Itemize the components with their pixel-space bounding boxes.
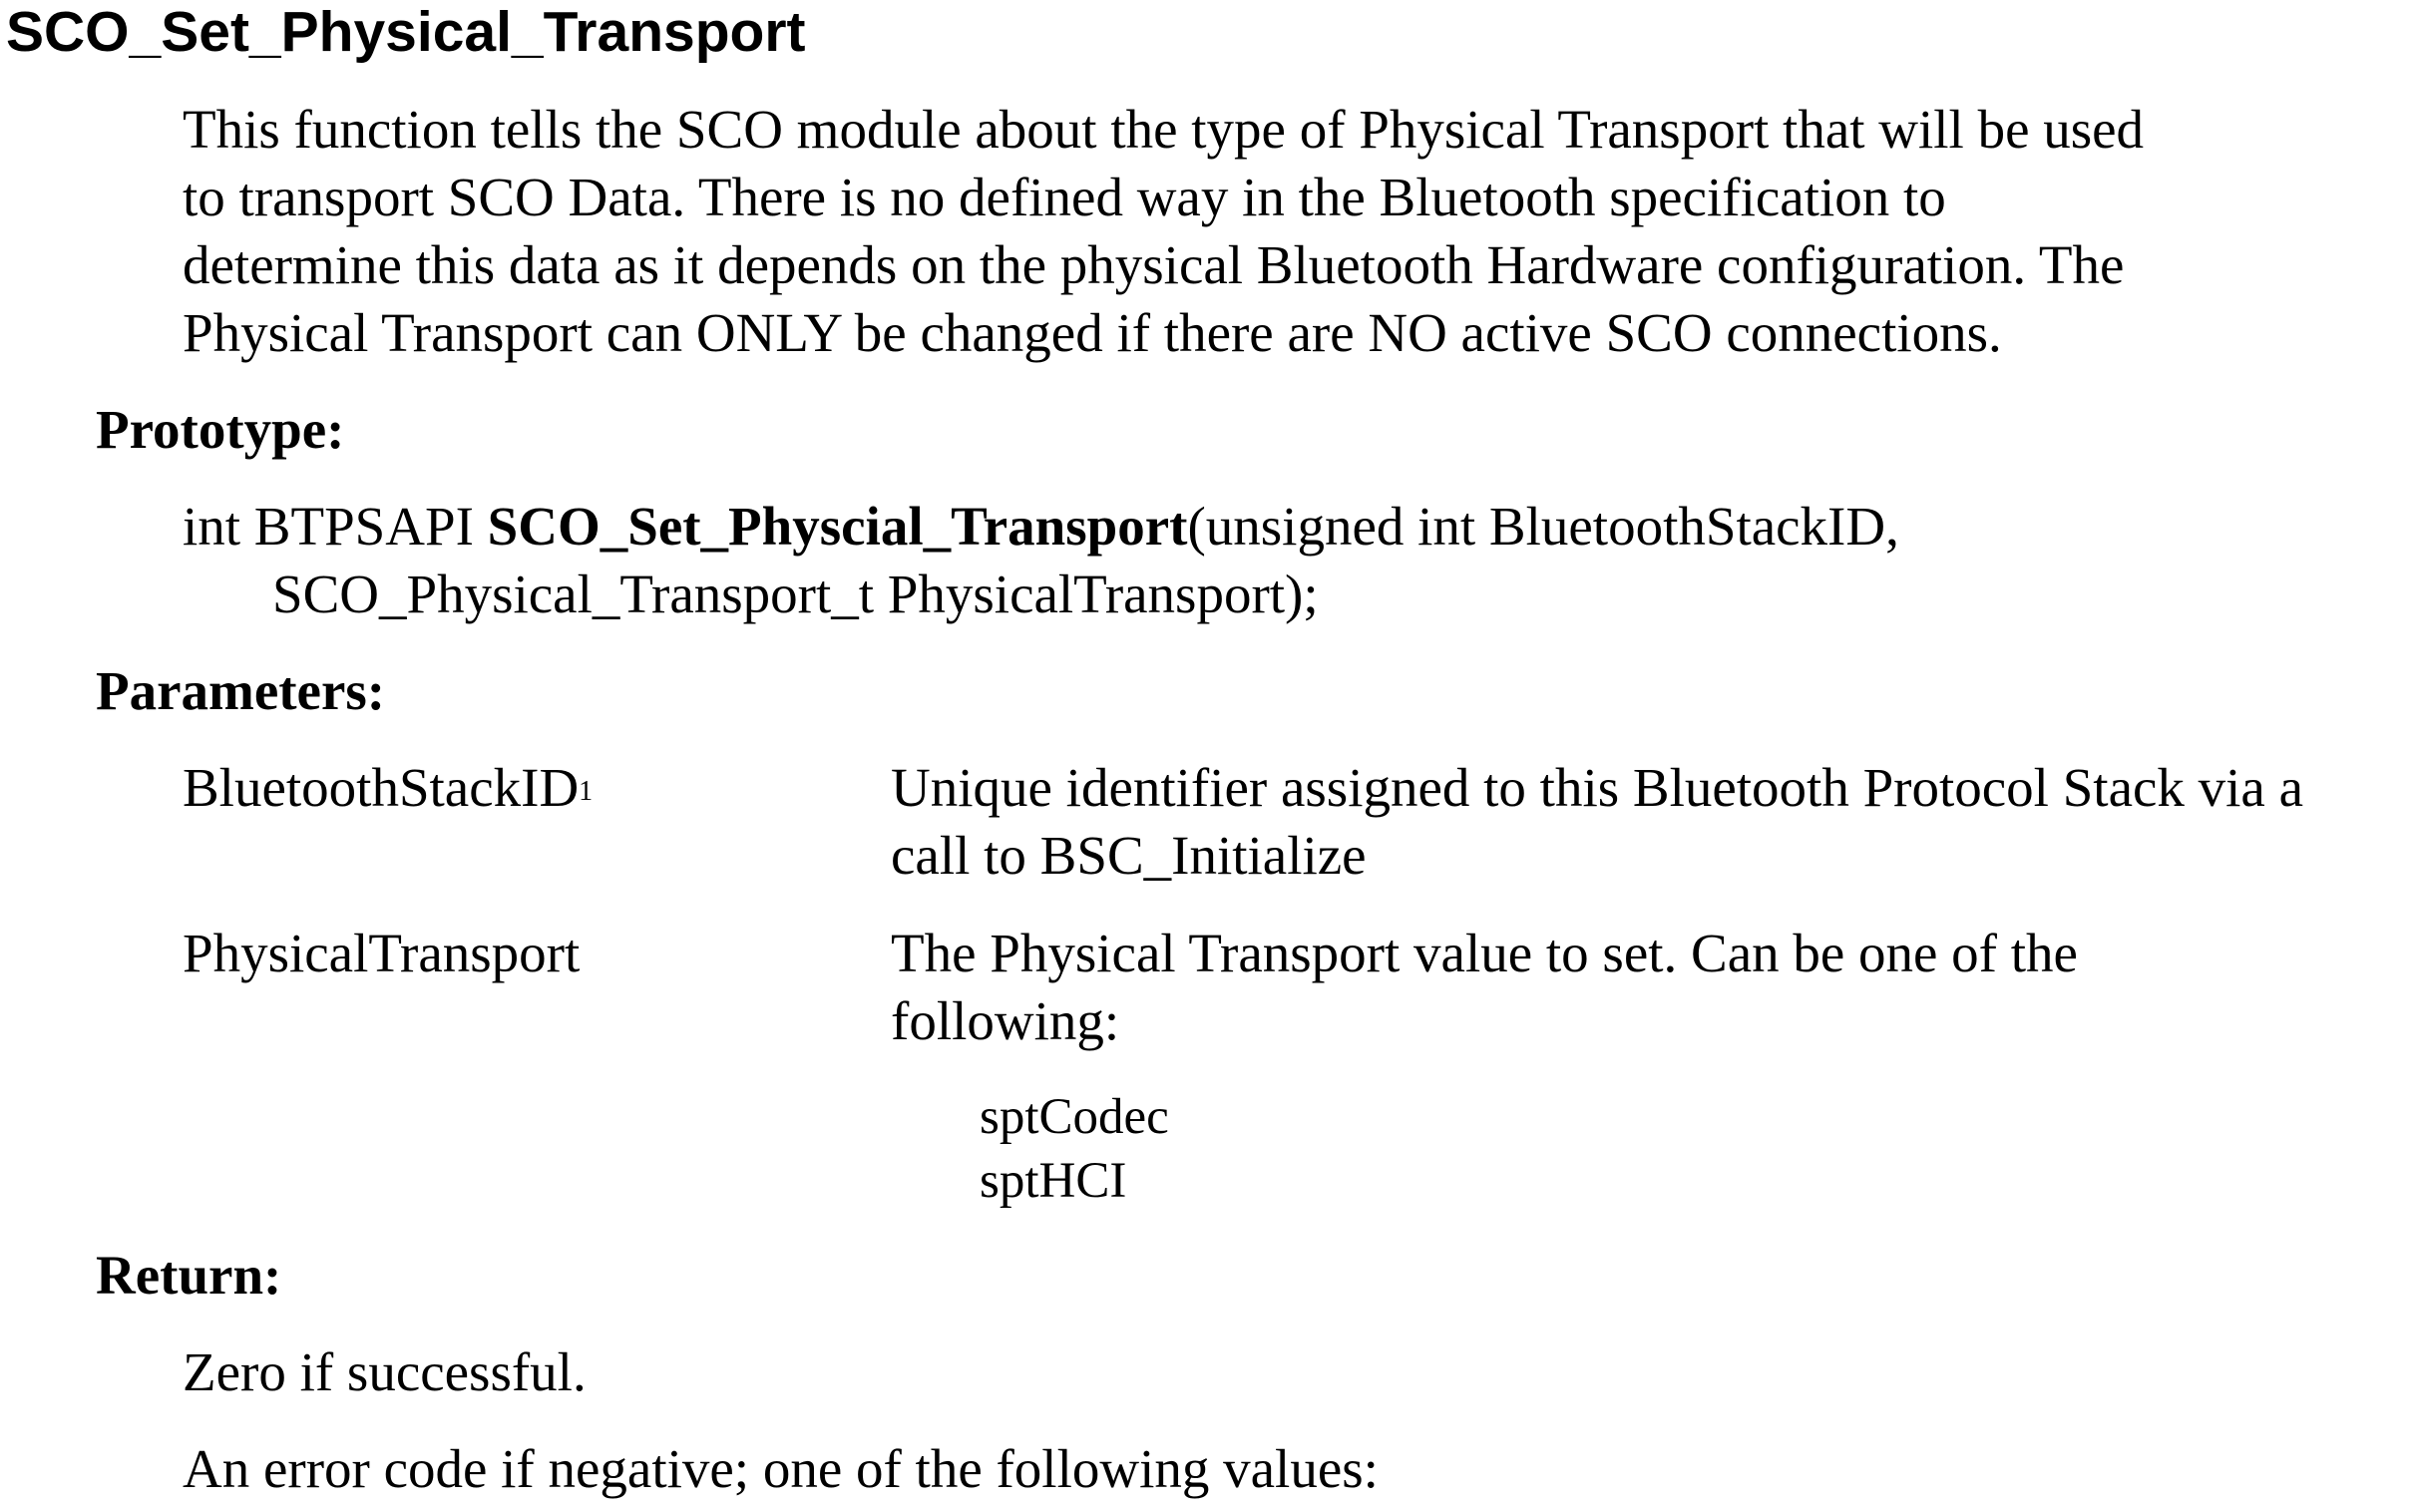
function-description xyxy=(183,96,2144,367)
prototype-line-1 xyxy=(183,493,1899,561)
parameter-description-line: call to BSC_Initialize xyxy=(891,825,1367,886)
return-heading: Return: xyxy=(96,1245,282,1306)
description-line: This function tells the SCO module about the type of Physical Transport that will be used xyxy=(183,99,2145,160)
return-line: An error code if negative; one of the following values: xyxy=(183,1438,1379,1499)
enum-value: sptHCI xyxy=(980,1153,1127,1209)
enum-value: sptCodec xyxy=(980,1089,1169,1145)
parameters-heading: Parameters: xyxy=(96,660,386,721)
parameter-name: PhysicalTransport xyxy=(183,923,581,983)
parameter-description xyxy=(891,754,2303,890)
parameter-description-line: The Physical Transport value to set. Can be one of the xyxy=(891,923,2078,983)
prototype-heading: Prototype: xyxy=(96,399,345,460)
parameter-description xyxy=(891,920,2078,1055)
prototype-args-1: (unsigned int BluetoothStackID, xyxy=(1187,496,1899,557)
prototype-line-2: SCO_Physical_Transport_t PhysicalTransport); xyxy=(272,564,1319,624)
prototype-prefix: int BTPSAPI xyxy=(183,496,488,557)
footnote-marker: 1 xyxy=(579,776,594,807)
parameter-description-line: following: xyxy=(891,990,1120,1051)
parameter-description-line: Unique identifier assigned to this Bluetooth Protocol Stack via a xyxy=(891,757,2304,818)
description-line: to transport SCO Data. There is no defined way in the Bluetooth specification to xyxy=(183,167,1946,227)
parameter-name xyxy=(183,754,593,822)
parameter-name-text: BluetoothStackID xyxy=(183,757,580,818)
return-line: Zero if successful. xyxy=(183,1341,587,1402)
prototype-function-name: SCO_Set_Physcial_Transport xyxy=(487,496,1188,557)
description-line: determine this data as it depends on the physical Bluetooth Hardware configuration. The xyxy=(183,234,2125,295)
description-line: Physical Transport can ONLY be changed if there are NO active SCO connections. xyxy=(183,302,2002,363)
function-title: SCO_Set_Physical_Transport xyxy=(6,0,806,64)
